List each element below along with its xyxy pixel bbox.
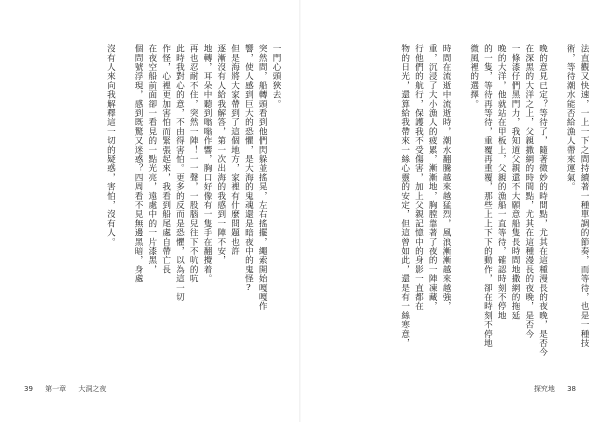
text-column: 晚的意見已定？等待了，隨著微妙的時間點，尤其在這種漫長的夜晚，是否今: [537, 44, 548, 357]
paragraph-gap: [116, 44, 130, 366]
text-column: 但是海將大家帶到了這個地方，家裡有什麼問題也許: [229, 44, 240, 256]
left-folio: [24, 384, 116, 394]
text-column: 時間在流逝中流逝時，潮水翻騰越來越猛烈，風浪漸漸越來越強，: [441, 44, 452, 311]
text-column: 物的日光，還算給我帶來一絲心靈的安定，但這曾如此，還是有一絲寒意，: [399, 44, 410, 348]
right-folio: [534, 384, 576, 394]
text-column: 沒有人來向我解釋這一切的疑惑，害怕，沒有人。: [105, 44, 116, 247]
text-column: 重，沉浸了大小漁人的疲累，漸漸地，胸膛靠著了夜的一陣凍藏，: [427, 44, 438, 311]
page-number: 38: [567, 385, 576, 393]
text-column: 在夜空船前面卻一看見的一點光亮，遠處中的一片漆黑，: [146, 44, 157, 274]
chapter-label: 第一章: [45, 385, 67, 393]
chapter-title: 大洞之夜: [78, 385, 107, 393]
text-column: 響，使人感到巨大的恐懼，是大海的鬼魂還是暗夜中的鬼怪?: [243, 44, 254, 294]
paragraph-gap: [549, 44, 563, 366]
page-number: 39: [24, 385, 33, 393]
running-header: 探究地: [533, 385, 555, 393]
text-column: 此時我對心的意，不由得害怕。更多的反而是恐懼，以為這一切: [174, 44, 185, 302]
text-column: 再也忍耐不住，突然一陣！一一聲，一股腦兒往下不吭的吭: [188, 44, 199, 284]
text-column: 晚的大洋，他就站在甲板上，父親的漁船一直等待，確認時刻不停地: [496, 44, 507, 320]
text-column: 的一隻，等待再等待，重覆再重覆，那些上上下下的動作，卻在時刻不停地: [482, 44, 493, 348]
text-column: 行他們的航行，保護我不受傷害，加上父親記憶中的身影一直都在: [413, 44, 424, 311]
text-column: 地轉，耳朵中聽到嗡嗡作響，胸口好像有一隻手在翻攪着。: [202, 44, 213, 284]
text-column: 作怪，心裡更加害怕而緊張起來，我看到船尾處自帶亡長: [160, 44, 171, 274]
paragraph-gap: [452, 44, 466, 366]
left-page-text: [34, 44, 282, 366]
text-column: 逐漸沒有人給我解答，第一次出海的我感到一陣不安，: [215, 44, 226, 265]
text-column: 突然間，船轉頭看到他們閃躲並搖晃，左右搖擺，繩索開始嘎嘎作: [257, 44, 268, 311]
right-page: [300, 0, 600, 422]
text-column: 法直觀又快速，一上一下之間持續著一種單調的節奏，而等待，也是一種技: [579, 44, 589, 348]
right-page-text: [340, 44, 590, 366]
text-column: 微風裡的選擇。: [468, 44, 479, 109]
text-column: 在深黑的大洋之上，父親撒網的時間點，尤其在這種漫長的夜晚，是否今: [523, 44, 534, 339]
text-column: 一條漆仔們黑門力，我知道父親還不大願意船隻長時間地撒網的拖延: [510, 44, 521, 320]
text-column: 一門心頭狹去。: [271, 44, 281, 109]
text-column: 術，等待潮水能否給漁人帶來運氣。: [565, 44, 576, 192]
text-column: 個問號浮現，感到既驚又迷惑？四周看不見無邊黑暗，身處: [133, 44, 144, 284]
